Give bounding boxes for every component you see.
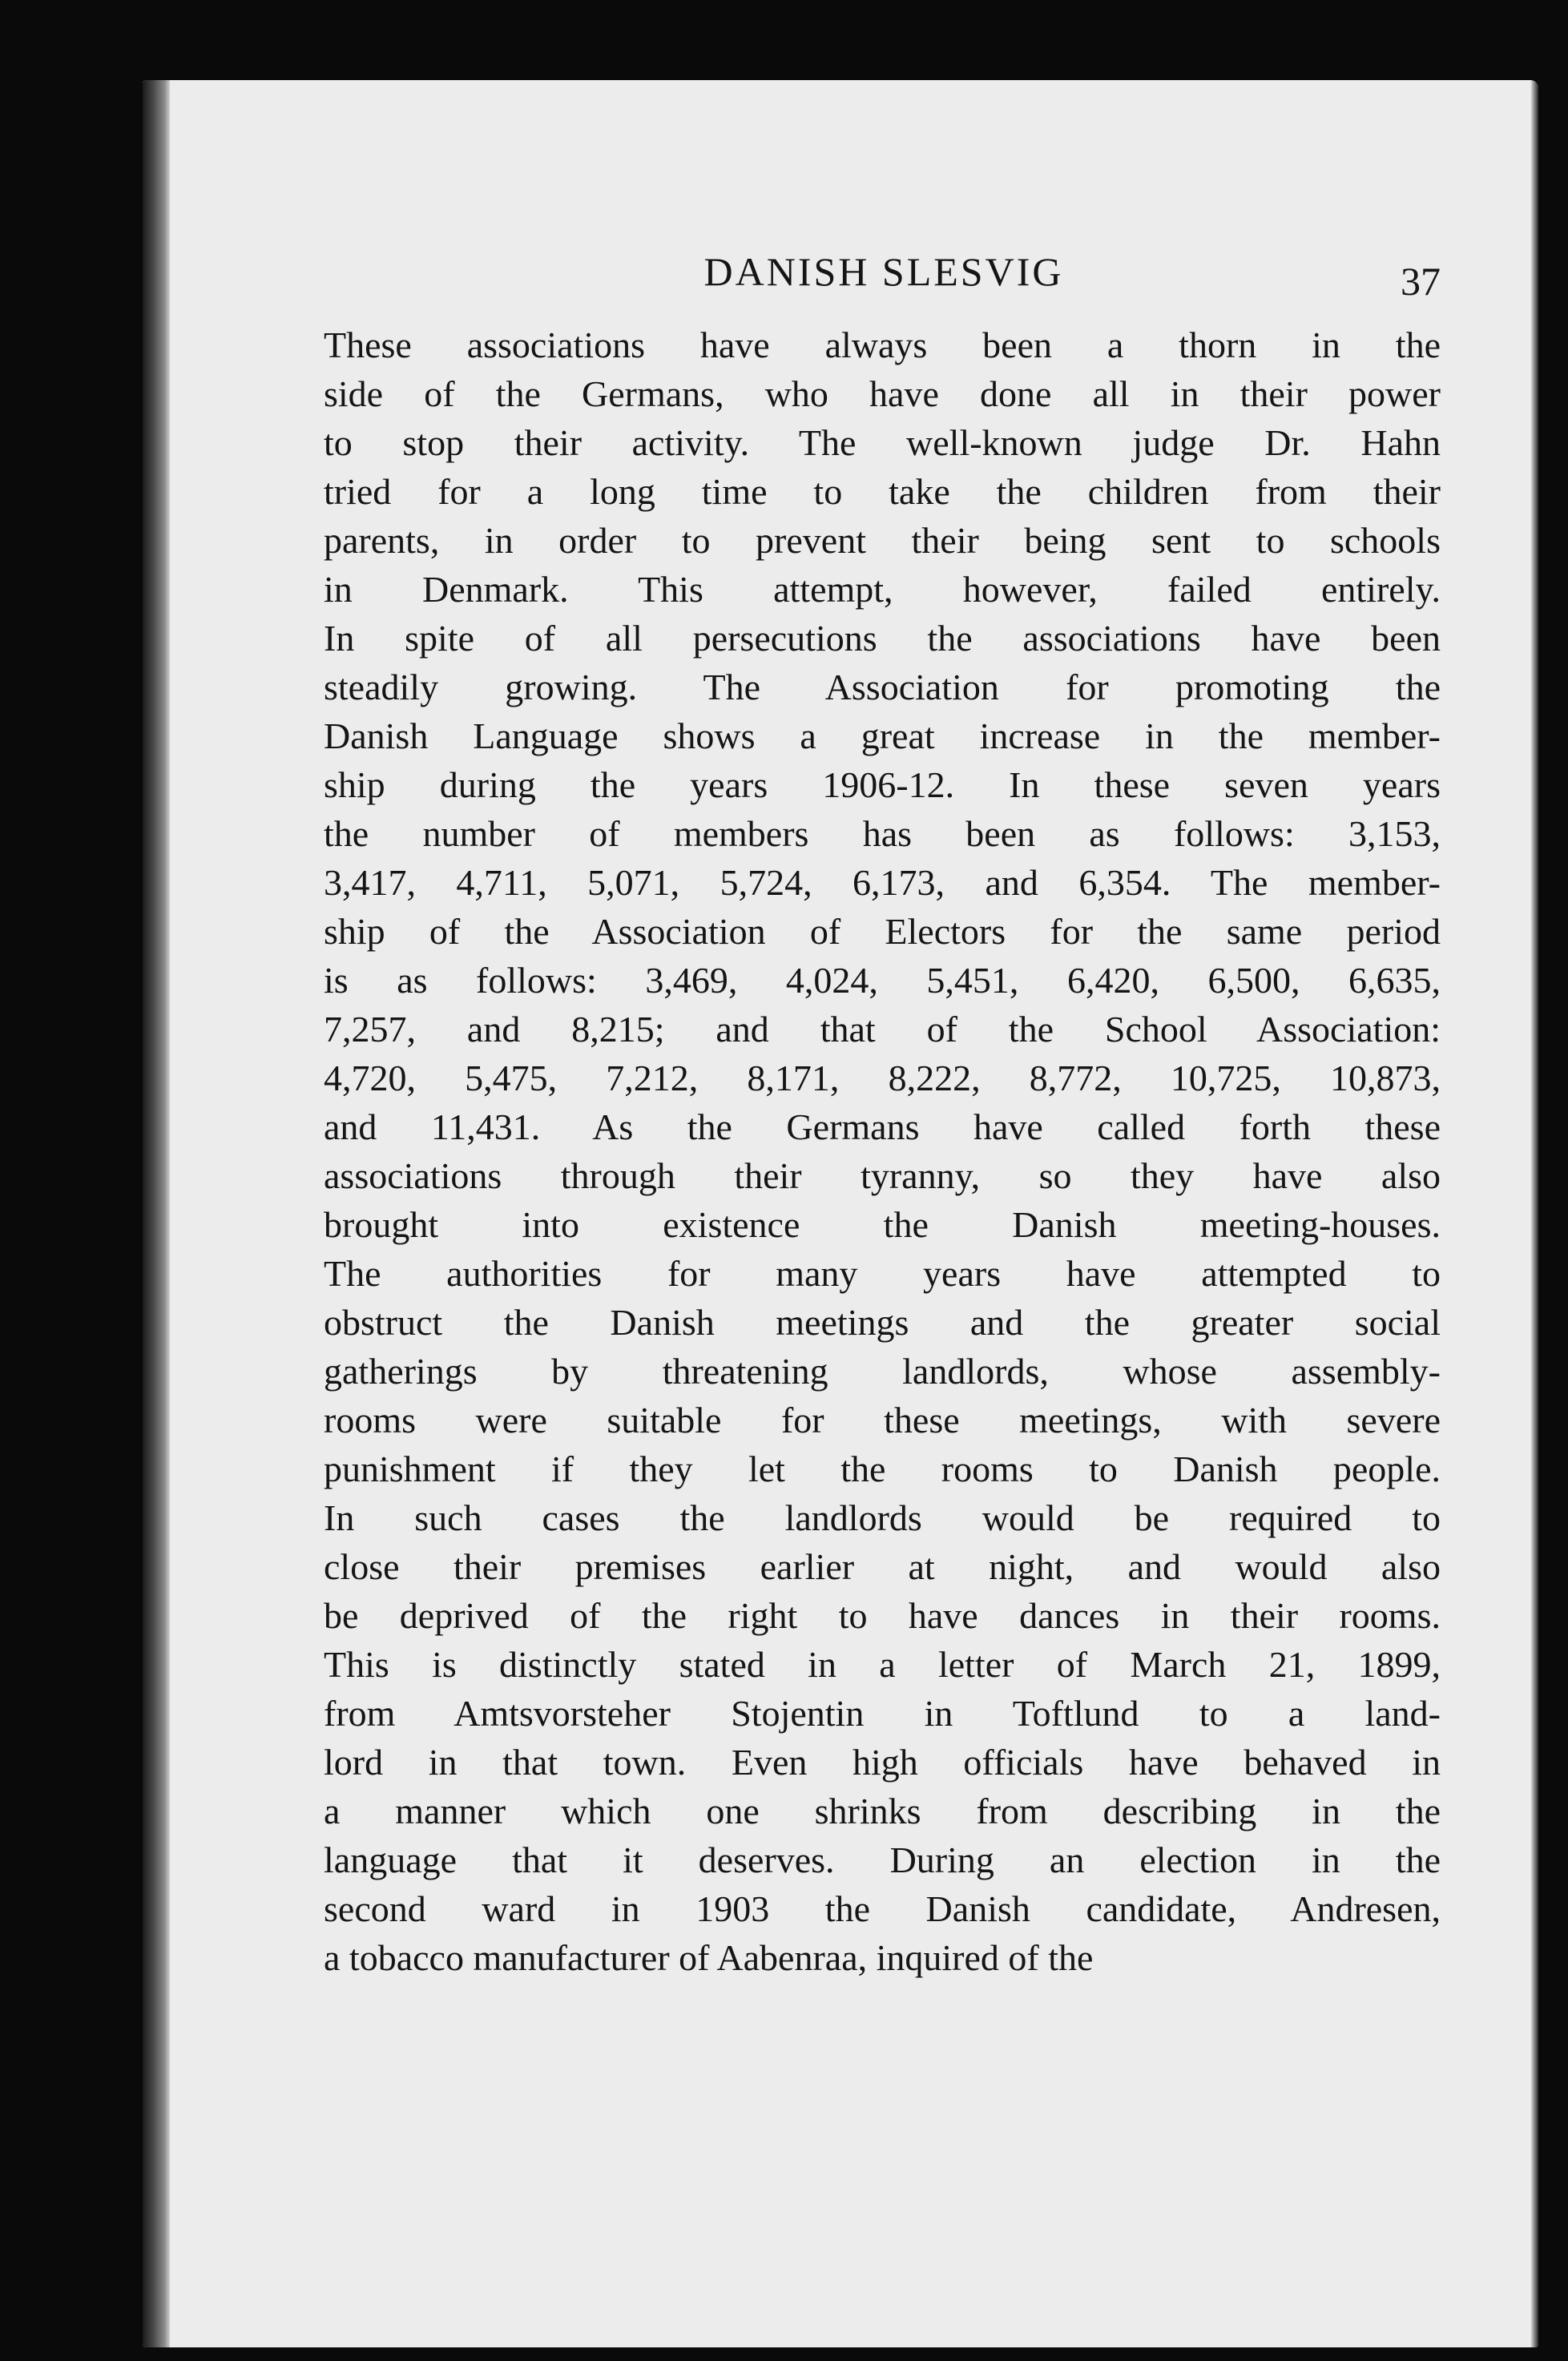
text-line: lord in that town. Even high officials have behaved in — [324, 1742, 1441, 1783]
text-line: second ward in 1903 the Danish candidate, Andresen, — [324, 1888, 1441, 1929]
page-gutter-shadow — [143, 80, 170, 2347]
text-line: in Denmark. This attempt, however, failed entirely. — [324, 569, 1441, 610]
text-line: be deprived of the right to have dances in their rooms. — [324, 1595, 1441, 1636]
text-line: and 11,431. As the Germans have called forth these — [324, 1106, 1441, 1147]
text-line: ship of the Association of Electors for the same period — [324, 911, 1441, 952]
text-line: obstruct the Danish meetings and the greater social — [324, 1302, 1441, 1343]
text-line: 4,720, 5,475, 7,212, 8,171, 8,222, 8,772, 10,725, 10,873, — [324, 1058, 1441, 1098]
text-line: from Amtsvorsteher Stojentin in Toftlund to a land- — [324, 1693, 1441, 1734]
book-page — [143, 80, 1538, 2347]
body-paragraph — [324, 320, 1441, 1982]
text-line: punishment if they let the rooms to Danish people. — [324, 1448, 1441, 1489]
running-head: DANISH SLESVIG — [703, 249, 1064, 294]
text-line: to stop their activity. The well-known judge Dr. Hahn — [324, 422, 1441, 463]
text-line: This is distinctly stated in a letter of March 21, 1899, — [324, 1644, 1441, 1685]
text-line: close their premises earlier at night, and would also — [324, 1546, 1441, 1587]
text-line: tried for a long time to take the children from their — [324, 471, 1441, 512]
text-line: a tobacco manufacturer of Aabenraa, inquired of the — [324, 1937, 1094, 1978]
text-line: These associations have always been a thorn in the — [324, 324, 1441, 365]
text-line: brought into existence the Danish meeting-houses. — [324, 1204, 1441, 1245]
text-line: The authorities for many years have attempted to — [324, 1253, 1441, 1294]
text-line: associations through their tyranny, so they have also — [324, 1155, 1441, 1196]
text-line: 3,417, 4,711, 5,071, 5,724, 6,173, and 6,354. The member- — [324, 862, 1441, 903]
text-line: steadily growing. The Association for promoting the — [324, 667, 1441, 707]
text-line: Danish Language shows a great increase in the member- — [324, 715, 1441, 756]
text-line: In such cases the landlords would be required to — [324, 1497, 1441, 1538]
text-line: parents, in order to prevent their being sent to schools — [324, 520, 1441, 561]
text-line: rooms were suitable for these meetings, with severe — [324, 1400, 1441, 1440]
text-line: language that it deserves. During an election in the — [324, 1839, 1441, 1880]
page-header — [327, 248, 1441, 312]
page-edge — [1530, 80, 1538, 2347]
text-line: In spite of all persecutions the associations have been — [324, 618, 1441, 659]
page-number: 37 — [1401, 259, 1441, 304]
text-line: a manner which one shrinks from describing in the — [324, 1791, 1441, 1831]
text-line: is as follows: 3,469, 4,024, 5,451, 6,420, 6,500, 6,635, — [324, 960, 1441, 1001]
text-line: side of the Germans, who have done all in their power — [324, 373, 1441, 414]
text-line: the number of members has been as follows: 3,153, — [324, 813, 1441, 854]
text-line: ship during the years 1906-12. In these seven years — [324, 764, 1441, 805]
text-line: 7,257, and 8,215; and that of the School Association: — [324, 1009, 1441, 1050]
text-line: gatherings by threatening landlords, whose assembly- — [324, 1351, 1441, 1392]
